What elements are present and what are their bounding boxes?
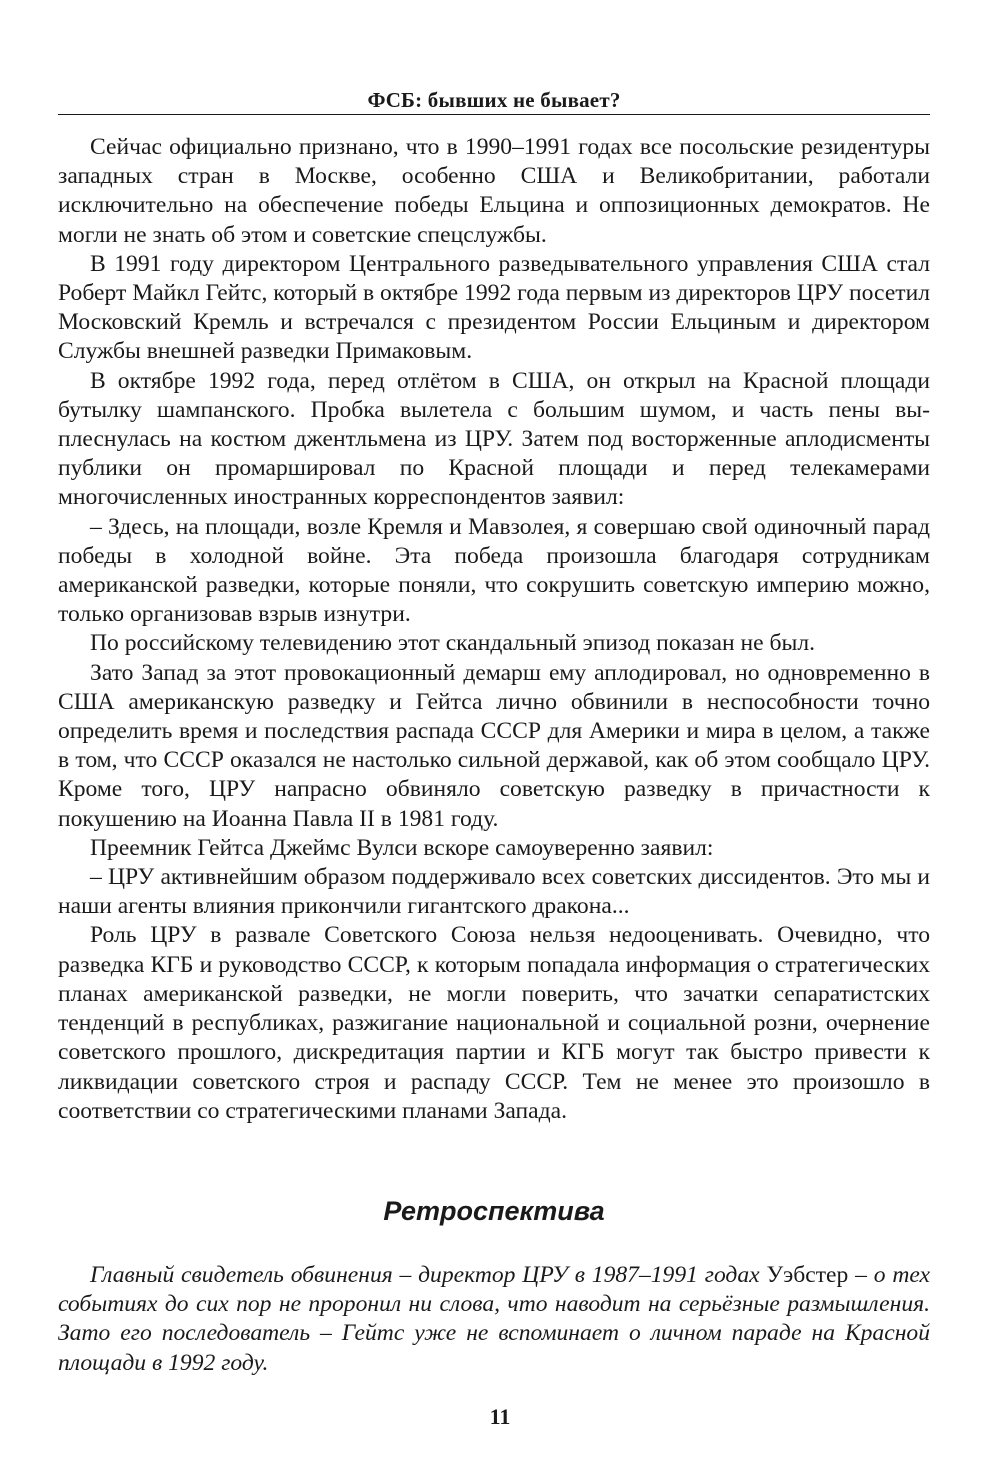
paragraph: Сейчас официально признано, что в 1990–1991 годах все посольские резидентуры западных стран в Москве, особенно США и Великобритании, работали исключительно на обеспечение победы Ельцина и оппозиционных демократов. Не могли не знать об этом и советские спецслужбы. xyxy=(58,134,930,248)
retro-name: Уэбстер – xyxy=(759,1262,874,1288)
quote-paragraph: – ЦРУ активнейшим образом поддерживало всех советских диссидентов. Это мы и наши агенты влияния прикончили гигантского дракона... xyxy=(58,864,930,920)
body-text xyxy=(58,133,930,1126)
paragraph: Преемник Гейтса Джеймс Вулси вскоре самоуверенно заявил: xyxy=(90,834,714,861)
retrospective-paragraph xyxy=(58,1261,930,1378)
paragraph: В 1991 году директором Центрального разведывательного управления США стал Роберт Майкл Гейтс, который в октябре 1992 года первым из директоров ЦРУ посетил Московский Кремль и встречался с президентом России Ельциным и директором Службы внешней разведки Примаковым. xyxy=(58,250,930,365)
paragraph: Роль ЦРУ в развале Советского Союза нельзя недооценивать. Очевидно, что разведка КГБ и руководство СССР, к которым попадала информация о стратегических планах американской разведки, не могли поверить, что зачатки сепаратистских тенденций в республиках, разжигание национальной и социальной розни, очернение советского прошлого, дискредитация партии и КГБ могут так быстро привести к ликвидации советского строя и распаду СССР. Тем не менее это произошло в соответствии со стратегическими планами Запада. xyxy=(58,922,930,1124)
paragraph: Зато Запад за этот провокационный демарш ему аплодировал, но одновременно в США американскую разведку и Гейтса лично обвинили в неспособности точно определить время и последствия распада СССР для Америки и мира в целом, а также в том, что СССР оказался не настолько сильной державой, как об этом сообщало ЦРУ. Кроме того, ЦРУ напрасно обвиняло советскую разведку в причастности к покушению на Иоанна Павла II в 1981 году. xyxy=(58,659,930,832)
paragraph: По российскому телевидению этот скандальный эпизод показан не был. xyxy=(90,630,816,657)
section-title: Ретроспектива xyxy=(383,1196,605,1226)
header-rule xyxy=(58,114,930,115)
paragraph: В октябре 1992 года, перед отлётом в США, он открыл на Красной площади бутылку шампанского. Пробка вылетела с большим шумом, и часть пены выплеснулась на костюм джентльмена из ЦРУ. Затем под восторженные аплодисменты публики он промаршировал по Красной площади и перед телекамерами многочисленных иностранных корреспондентов заявил: xyxy=(58,367,930,511)
retro-italic-lead: Главный свидетель обвинения – директор ЦРУ в 1987–1991 годах xyxy=(90,1262,760,1288)
page-number: 11 xyxy=(489,1404,511,1429)
running-head: ФСБ: бывших не бывает? xyxy=(367,88,621,112)
retro-italic-tail: о тех событиях до сих пор не проронил ни слова, что наводит на серьёзные размышления. Зато его последователь – Гейтс уже не вспоминает о личном параде на Красной площади в 1992 году. xyxy=(58,1262,930,1376)
quote-paragraph: – Здесь, на площади, возле Кремля и Мавзолея, я совершаю свой одиночный парад победы в холодной войне. Эта победа произошла благодаря сотрудникам американской разведки, которые поняли, что сокрушить советскую империю можно, только организовав взрыв изнутри. xyxy=(58,513,930,628)
